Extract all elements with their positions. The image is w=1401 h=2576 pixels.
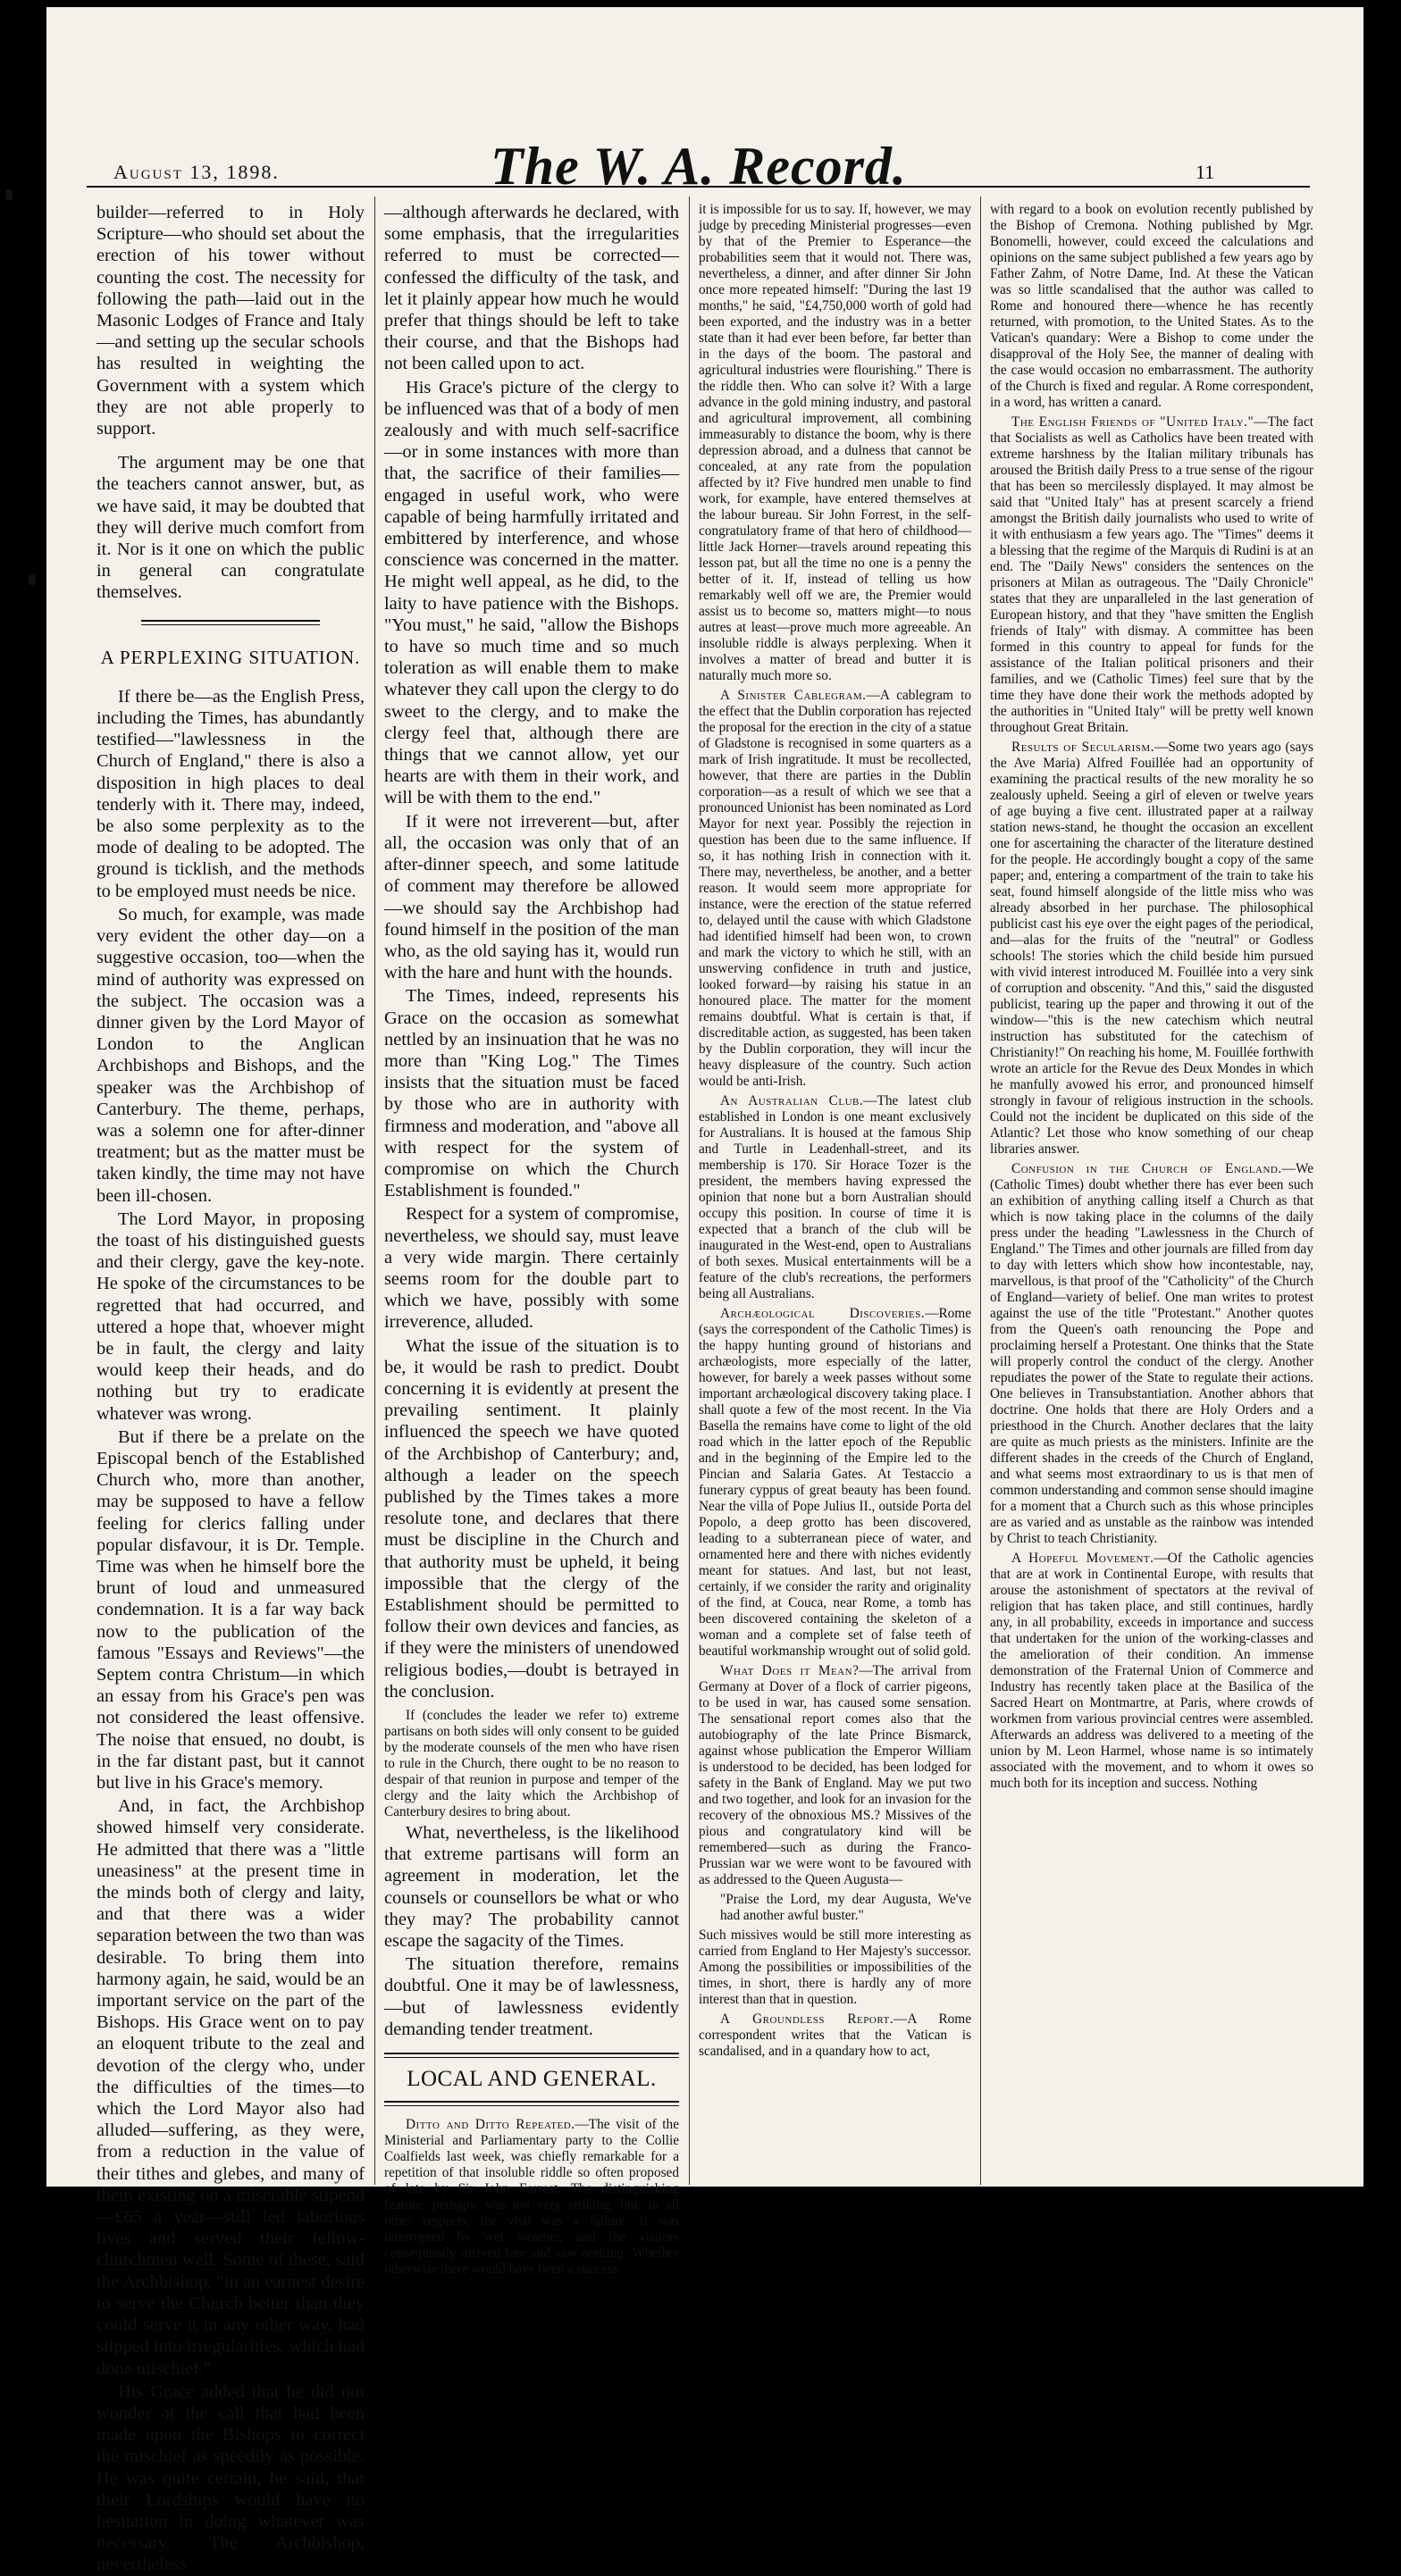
- paragraph: So much, for example, was made very evident the other day—on a suggestive occasion, too—when the mind of authority was expressed on the subject. The occasion was a dinner given by the Lord Mayor of London to the Anglican Archbishops and Bishops, and the speaker was the Archbishop of Canterbury. The theme, perhaps, was a solemn one for after-dinner treatment; but as the matter must be taken kindly, the time may not have been ill-chosen.: [96, 904, 365, 1206]
- paragraph: If there be—as the English Press, including the Times, has abundantly testified—"lawlessness in the Church of England," there is also a disposition in high places to deal tenderly with it. There may, indeed, be also some perplexity as to the mode of dealing to be adopted. The ground is ticklish, and the methods to be employed must needs be nice.: [96, 686, 365, 901]
- newspaper-page: [46, 7, 1363, 2575]
- column-4: [990, 202, 1313, 2187]
- paragraph: And, in fact, the Archbishop showed himself very considerate. He admitted that there was a "little uneasiness" at the present time in the minds both of clergy and laity, and that there was a wider separation between the two than was desirable. To bring them into harmony again, he said, would be an important service on the part of the Bishops. His Grace went on to pay an eloquent tribute to the zeal and devotion of the clergy who, under the difficulties of the times—to which the Lord Mayor also had alluded—suffering, as they were, from a reduction in the value of their tithes and glebes, and many of them existing on a miserable stipend—£65 a year—still led laborious lives and served their fellow-churchmen well. Some of these, said the Archbishop, "in an earnest desire to serve the Church better than they could serve it in any other way, had slipped into irregularities, which had done mischief.": [96, 1796, 365, 2379]
- item-text: —Rome (says the correspondent of the Catholic Times) is the happy hunting ground of historians and archæologists, more especially of the latter, however, for barely a week passes without some important archæological discovery taking place. I shall quote a few of the most recent. In the Via Basella the remains have come to light of the old road which in the latter epoch of the Republic and in the beginning of the Empire led to the Pincian and Salaria Gates. At Testaccio a funerary cyppus of great beauty has been found. Near the villa of Pope Julius II., outside Porta del Popolo, a deep grotto has been discovered, leading to a subterranean piece of water, and ornamented here and there with niches evidently meant for statues. And last, but not least, certainly, if we consider the rarity and originality of the find, at Couca, near Rome, a tomb has been discovered containing the skeleton of a woman and a complete set of false teeth of beautiful workmanship wrought out of solid gold.: [699, 1306, 971, 1659]
- quoted-leader: If (concludes the leader we refer to) extreme partisans on both sides will only consent to be guided by the moderate counsels of the men who have risen to rule in the Church, there ought to be no reason to despair of that reunion in purpose and temper of the clergy and the laity which the Archbishop of Canterbury desires to bring about.: [384, 1708, 679, 1820]
- section-rule: [141, 620, 320, 625]
- paragraph: builder—referred to in Holy Scripture—who should set about the erection of his tower without counting the cost. The necessity for following the path—laid out in the Masonic Lodges of France and Italy—and setting up the secular schools has resulted in weighting the Government with a system which they are not able properly to support.: [96, 203, 365, 439]
- column-1: [96, 202, 365, 2575]
- item-text: —A cablegram to the effect that the Dublin corporation has rejected the proposal for the erection in the city of a statue of Gladstone is recognised in some quarters as a mark of Irish ingratitude. It must be recollected, however, that there are parties in the Dublin corporation—as a result of which we see that a pronounced Unionist has been nominated as Lord Mayor for next year. Possibly the rejection in question has been due to the same influence. If so, it has nothing Irish in connection with it. There may, nevertheless, be another, and a better reason. It would seem more appropriate for instance, were the erection of the statue referred to, delayed until the cause with which Gladstone had identified himself had been won, to crown and mark the victory to which he still, with an unswerving confidence in truth and justice, looked forward—by raising his statue in an honoured place. The matter for the moment remains doubtful. What is certain is that, if discreditable action, as suggested, has been taken by the Dublin corporation, they will incur the heavy displeasure of the country. Such action would be anti-Irish.: [699, 688, 971, 1089]
- item-text: —We (Catholic Times) doubt whether there has ever been such an exhibition of anything calling itself a Church as that which is now taking place in the columns of the daily press under the heading "Lawlessness in the Church of England." The Times and other journals are filled from day to day with letters which show how incontestable, nay, marvellous, is that proof of the "Catholicity" of the Church of England—variety of belief. One man writes to protest against the use of the title "Protestant." Another quotes from the Queen's oath renouncing the Pope and proclaiming herself a Protestant. One thinks that the State will properly control the conduct of the clergy. Another repudiates the power of the State to regulate their actions. One believes in Transubstantiation. Another abhors that doctrine. One holds that there are Holy Orders and a priesthood in the Church. Another declares that the laity are quite as much priests as the ministers. Infinite are the different shades in the creeds of the Church of England, and what seems most extraordinary to us is that men of common understanding and common sense should imagine for a moment that a Church such as this whose principles are as varied and as unstable as the rainbow was intended by Christ to teach Christianity.: [990, 1161, 1313, 1546]
- item-title: Ditto and Ditto Repeated.: [406, 2117, 575, 2133]
- paragraph: it is impossible for us to say. If, however, we may judge by preceding Ministerial progresses—even by that of the Premier to Esperance—the probabilities seem that it would not. There was, nevertheless, a dinner, and after dinner Sir John once more repeated himself: "During the last 19 months," he said, "£4,750,000 worth of gold had been exported, and the industry was in a better state than it had ever been before, far better than in the days of the boom. The pastoral and agricultural industries were flourishing." There is the riddle then. Who can solve it? With a large advance in the gold mining industry, and pastoral and agricultural improvement, all combining immeasurably to distance the boom, why is there depression abroad, and a dulness that cannot be concealed, at any rate from the population affected by it? Five hundred men unable to find work, for example, have entered themselves at the labour bureau. Sir John Forrest, in the self-congratulatory frame of that hero of childhood—little Jack Horner—travels around repeating this lesson pat, but all the time no one is a penny the better of it. If, instead of telling us how remarkably well off we are, the Premier would assist us to become so, matters might—to nous autres at least—prove much more agreeable. An insoluble riddle is always perplexing. When it involves a matter of bread and butter it is naturally much more so.: [699, 202, 971, 683]
- item-title: A Sinister Cablegram.: [720, 688, 867, 703]
- item-title: A Hopeful Movement.: [1011, 1551, 1154, 1566]
- paragraph: The Times, indeed, represents his Grace on the occasion as somewhat nettled by an insinuation that he was no more than "King Log." The Times insists that the situation must be faced by those who are in authority with firmness and moderation, and "above all with respect for the system of compromise on which the Church Establishment is founded.": [384, 986, 679, 1201]
- item-text: —The fact that Socialists as well as Catholics have been treated with extreme harshness by the Italian military tribunals has aroused the British daily Press to a true sense of the rigour that has been so mercilessly displayed. It may almost be said that "United Italy" has at present scarcely a friend amongst the British daily journalists who used to write of it with enthusiasm a few years ago. The "Times" deems it a blessing that the regime of the Marquis di Rudini is at an end. The "Daily News" considers the sentences on the prisoners at Milan as outrageous. The "Daily Chronicle" states that they are unparalleled in the last generation of European history, and that they "have smitten the English friends of Italy" with dismay. A committee has been formed in this country to appeal for funds for the assistance of the Italian political prisoners and their families, and we (Catholic Times) feel sure that by the time they have done their work the methods adopted by the authorities in "United Italy" will be pretty well known throughout Great Britain.: [990, 414, 1314, 735]
- item-text: —A Rome correspondent writes that the Vatican is scandalised, and in a quandary how to act,: [699, 2011, 971, 2059]
- paragraph: His Grace's picture of the clergy to be influenced was that of a body of men zealously and with much self-sacrifice—or in some instances with more than that, the sacrifice of their families—engaged in useful work, who were capable of being harmfully irritated and embittered by interference, and whose conscience was concerned in the matter. He might well appeal, as he did, to the laity to have patience with the Bishops. "You must," he said, "allow the Bishops to have so much time and so much toleration as will enable them to make whatever they call upon the clergy to do sweet to the clergy, and to make the clergy feel that, although there are things that we cannot allow, yet our hearts are with them in their work, and will be with them to the end.": [384, 377, 679, 808]
- paragraph: Respect for a system of compromise, nevertheless, we should say, must leave a very wide margin. There certainly seems room for the double part to which we have, possibly with some irreverence, alluded.: [384, 1204, 679, 1333]
- paragraph: The situation therefore, remains doubtful. One it may be of lawlessness,—but of lawlessness evidently demanding tender treatment.: [384, 1954, 679, 2039]
- column-2: [384, 202, 679, 2278]
- section-rule: [384, 2101, 679, 2106]
- page-number: 11: [1195, 161, 1215, 183]
- paragraph: If it were not irreverent—but, after all, the occasion was only that of an after-dinner speech, and some latitude of comment may therefore be allowed—we should say the Archbishop had found himself in the position of the man who, as the old saying has it, would run with the hare and hunt with the hounds.: [384, 811, 679, 983]
- section-heading: LOCAL AND GENERAL.: [407, 2067, 657, 2092]
- paragraph: Such missives would be still more interesting as carried from England to Her Majesty's successor. Among the possibilities or impossibilities of the times, in short, there is hardly any of more interest than that in question.: [699, 1928, 971, 2007]
- item-title: What Does it Mean?: [720, 1663, 860, 1678]
- item-text: —The visit of the Ministerial and Parliamentary party to the Collie Coalfields last week, was chiefly remarkable for a repetition of that insoluble riddle so often proposed of late by Sir John Forrest. The distinguishing feature, perhaps, was not very striking, but, in all other respects, the visit was a failure. It was interrupted by wet weather, and the visitors consequently arrived late and saw nothing. Whether otherwise there would have been a success: [384, 2117, 679, 2278]
- verse-quote: "Praise the Lord, my dear Augusta, We've had another awful buster.": [720, 1892, 971, 1923]
- item-text: —The arrival from Germany at Dover of a flock of carrier pigeons, to be used in war, has caused some sensation. The sensational report comes also that the autobiography of the late Prince Bismarck, against whose publication the Emperor William is understood to be decided, has been lodged for safety in the Bank of England. May we put two and two together, and look for an invasion for the recovery of the obnoxious MS.? Missives of the pious and congratulatory kind will be remembered—such as during the Franco-Prussian war we were wont to be favoured with as addressed to the Queen Augusta—: [699, 1663, 971, 1887]
- item-text: —The latest club established in London is one meant exclusively for Australians. It is housed at the famous Ship and Turtle in Leadenhall-street, and its membership is 170. Sir Horace Tozer is the president, the members having expressed the opinion that none but a born Australian should occupy this position. In course of time it is expected that a branch of the club will be inaugurated in the West-end, open to Australians of both sexes. Musical entertainments will be a feature of the club's recreations, the performers being all Australians.: [699, 1093, 971, 1301]
- scan-mark: [5, 189, 13, 200]
- issue-date: August 13, 1898.: [113, 161, 280, 183]
- paragraph: The argument may be one that the teachers cannot answer, but, as we have said, it may be doubted that they will derive much comfort from it. Nor is it one on which the public in general can congratulate themselves.: [96, 453, 365, 603]
- section-rule: [384, 2053, 679, 2058]
- paragraph: —although afterwards he declared, with some emphasis, that the irregularities referred to must be corrected—confessed the difficulty of the task, and let it plainly appear how much he would prefer that things should be left to take their course, and that the Bishops had not been called upon to act.: [384, 203, 679, 374]
- item-title: Results of Secularism.: [1011, 740, 1155, 755]
- paragraph: But if there be a prelate on the Episcopal bench of the Established Church who, more than another, may be supposed to have a fellow feeling for clerics falling under popular disfavour, it is Dr. Temple. Time was when he himself bore the brunt of loud and unmeasured condemnation. It is a far way back now to the publication of the famous "Essays and Reviews"—the Septem contra Christum—in which an essay from his Grace's pen was not considered the least offensive. The noise that ensued, no doubt, is in the far distant past, but it cannot but live in his Grace's memory.: [96, 1426, 365, 1794]
- item-title: An Australian Club.: [720, 1093, 864, 1108]
- newspaper-title: The W. A. Record.: [491, 137, 907, 196]
- column-divider: [980, 197, 981, 2185]
- masthead-rule: [87, 186, 1310, 188]
- item-text: —Of the Catholic agencies that are at work in Continental Europe, with results that arouse the astonishment of spectators at the revival of religion that has taken place, and still continues, hardly any, in all probability, exceeds in importance and success that undertaken for the union of the working-classes and the amelioration of their condition. An immense demonstration of the Fraternal Union of Commerce and Industry has recently taken place at the Basilica of the Sacred Heart on Montmartre, at Paris, where crowds of workmen from various provincial centres were assembled. Afterwards an address was delivered to a meeting of the union by M. Leon Harmel, whose name is so intimately associated with the movement, and to whom it owes so much both for its inception and success. Nothing: [990, 1551, 1314, 1791]
- scan-mark: [29, 574, 36, 585]
- item-title: A Groundless Report.: [720, 2011, 894, 2027]
- item-title: Archæological Discoveries.: [720, 1306, 926, 1321]
- item-title: The English Friends of "United Italy.": [1011, 414, 1254, 430]
- column-divider: [689, 197, 690, 2185]
- item-text: —Some two years ago (says the Ave Maria) Alfred Fouillée had an opportunity of examining the practical results of the new morality he so zealously upheld. Seeing a girl of eleven or twelve years of age buying a five cent. illustrated paper at a railway station news-stand, he thought the occasion an excellent one for ascertaining the character of the literature destined for the people. He accordingly bought a copy of the same paper; and, entering a compartment of the train to take his seat, found himself alongside of the little miss who was already absorbed in her purchase. The philosophical publicist cast his eye over the eight pages of the periodical, and—alas for the fruits of the "neutral" or Godless schools! The stories which the child beside him pursued with vivid interest introduced M. Fouillée into a very sink of corruption and obscenity. "And this," said the disgusted publicist, tearing up the paper and throwing it out of the window—"this is the new catechism which neutral instruction has substituted for the catechism of Christianity!" On reaching his home, M. Fouillée forthwith wrote an article for the Revue des Deux Mondes in which he manfully avowed his error, and pronounced himself strongly in favour of religious instruction in the schools. Could not the incident be duplicated on this side of the Atlantic? Let those who know something of our cheap libraries answer.: [990, 740, 1313, 1157]
- column-divider: [374, 197, 375, 2185]
- article-heading: A PERPLEXING SITUATION.: [100, 646, 361, 668]
- paragraph: The Lord Mayor, in proposing the toast of his distinguished guests and their clergy, gave the key-note. He spoke of the circumstances to be regretted that had occurred, and uttered a hope that, whoever might be in fault, the clergy and laity would keep their heads, and do nothing but try to eradicate whatever was wrong.: [96, 1209, 365, 1424]
- item-title: Confusion in the Church of England.: [1011, 1161, 1282, 1176]
- paragraph: What, nevertheless, is the likelihood that extreme partisans will form an agreement in moderation, let the counsels or counsellors be what or who they may? The probability cannot escape the sagacity of the Times.: [384, 1823, 679, 1952]
- paragraph: His Grace added that he did not wonder at the call that had been made upon the Bishops to correct the mischief as speedily as possible. He was quite certain, he said, that their Lordships would have no hesitation in doing whatever was necessary. The Archbishop, nevertheless: [96, 2381, 365, 2575]
- paragraph: with regard to a book on evolution recently published by the Bishop of Cremona. Nothing published by Mgr. Bonomelli, however, could exceed the calculations and opinions on the same subject published a few years ago by Father Zahm, of Notre Dame, Ind. At these the Vatican was so little scandalised that the author was called to Rome and honoured there—whence he has recently returned, with promotion, to the United States. As to the Vatican's quandary: Were a Bishop to come under the disapproval of the Holy See, the manner of dealing with the case would occasion no embarrassment. The authority of the Church is fixed and regular. A Rome correspondent, in a word, has written a canard.: [990, 202, 1313, 410]
- paragraph: What the issue of the situation is to be, it would be rash to predict. Doubt concerning it is evidently at present the prevailing sentiment. It plainly influenced the speech we have quoted of the Archbishop of Canterbury; and, although a leader on the speech published by the Times takes a more resolute tone, and declares that there must be discipline in the Church and that authority must be upheld, it being impossible that the clergy of the Establishment should be permitted to follow their own devices and fancies, as if they were the ministers of unendowed religious bodies,—doubt is betrayed in the conclusion.: [384, 1335, 679, 1702]
- column-3: [699, 202, 971, 2187]
